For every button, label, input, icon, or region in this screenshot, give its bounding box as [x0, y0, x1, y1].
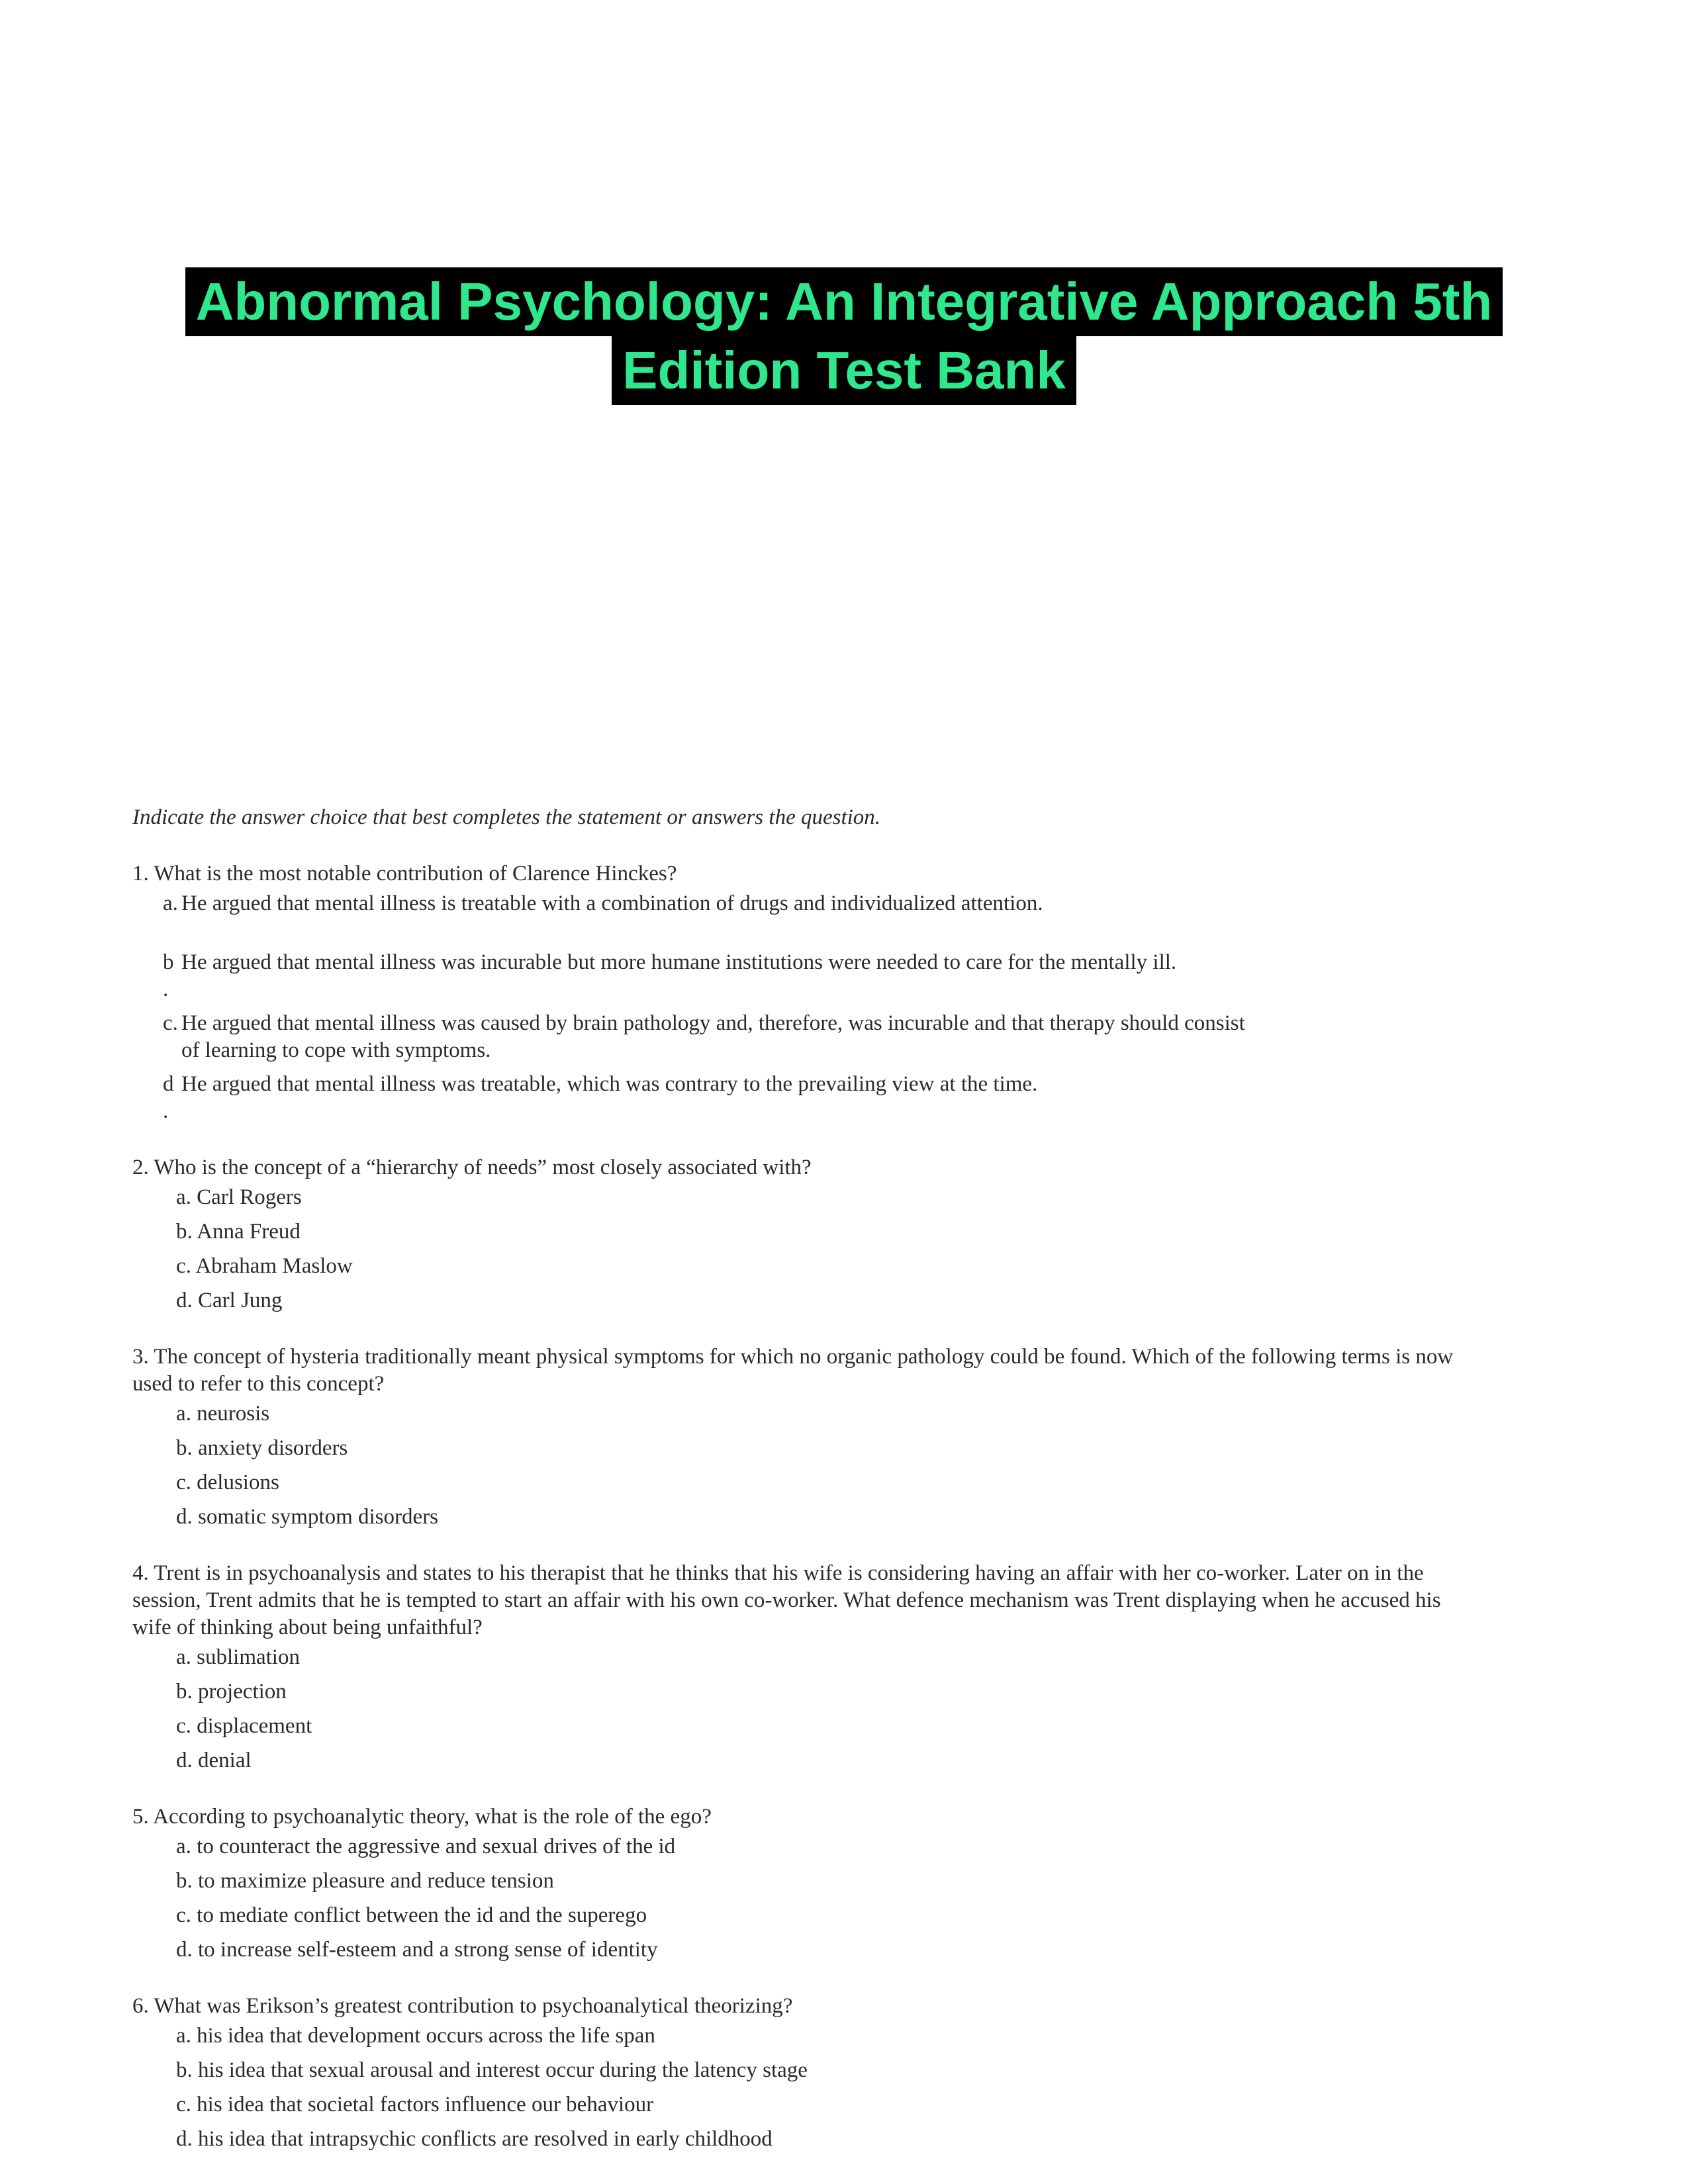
answer-option: [163, 1010, 1456, 1064]
answer-option: c. to mediate conflict between the id and the superego: [176, 1903, 647, 1927]
answer-option: c. his idea that societal factors influence our behaviour: [176, 2093, 654, 2116]
answer-option: d. somatic symptom disorders: [176, 1505, 438, 1529]
question-stem: 3. The concept of hysteria traditionally meant physical symptoms for which no organic pathology could be found. Which of the following terms is now used to refer to this concept?: [132, 1345, 1454, 1396]
answer-option: b. Anna Freud: [176, 1220, 301, 1244]
answer-options: [176, 1184, 1456, 1314]
title-line-1: Abnormal Psychology: An Integrative Approach 5th: [185, 267, 1503, 336]
option-text: He argued that mental illness was treatable, which was contrary to the prevailing view at the time.: [181, 1072, 1038, 1096]
option-letter: b .: [163, 950, 174, 1001]
answer-option: d. denial: [176, 1749, 252, 1772]
question-4: [132, 1560, 1456, 1774]
answer-option: [163, 949, 1456, 1003]
question-5: [132, 1803, 1456, 1964]
answer-option: b. to maximize pleasure and reduce tension: [176, 1869, 554, 1893]
test-content: [132, 804, 1456, 2182]
title-line-2: Edition Test Bank: [612, 336, 1076, 405]
option-text: He argued that mental illness was incurable but more humane institutions were needed to care for the mentally ill.: [181, 950, 1177, 974]
question-6: [132, 1993, 1456, 2153]
question-stem: 1. What is the most notable contribution of Clarence Hinckes?: [132, 862, 677, 886]
instructions: Indicate the answer choice that best completes the statement or answers the question.: [132, 805, 881, 829]
answer-options: [163, 890, 1456, 1125]
question-1: [132, 860, 1456, 1125]
document-title: [0, 267, 1688, 405]
option-letter: a.: [163, 891, 178, 915]
answer-options: [176, 1400, 1456, 1531]
answer-options: [176, 2023, 1456, 2153]
question-stem: 6. What was Erikson’s greatest contribution to psychoanalytical theorizing?: [132, 1994, 793, 2018]
question-stem: 4. Trent is in psychoanalysis and states to his therapist that he thinks that his wife is considering having an affair with her co-worker. Later on in the session, Trent admits that he is tempted to start an affair with his own co-worker. What defence mechanism was Trent displaying when he accused his wife of thinking about being unfaithful?: [132, 1561, 1441, 1639]
answer-option: a. sublimation: [176, 1645, 300, 1669]
answer-option: a. Carl Rogers: [176, 1185, 302, 1209]
answer-option: a. to counteract the aggressive and sexual drives of the id: [176, 1835, 676, 1858]
answer-option: b. his idea that sexual arousal and interest occur during the latency stage: [176, 2058, 808, 2082]
answer-option: [163, 1071, 1456, 1125]
question-2: [132, 1154, 1456, 1314]
question-stem: 5. According to psychoanalytic theory, what is the role of the ego?: [132, 1805, 712, 1829]
answer-option: b. anxiety disorders: [176, 1436, 348, 1460]
answer-option: c. delusions: [176, 1471, 279, 1494]
option-text: He argued that mental illness was caused by brain pathology and, therefore, was incurable and that therapy should consist of learning to cope with symptoms.: [181, 1011, 1245, 1062]
option-text: He argued that mental illness is treatable with a combination of drugs and individualized attention.: [181, 891, 1043, 915]
question-stem: 2. Who is the concept of a “hierarchy of needs” most closely associated with?: [132, 1156, 812, 1179]
answer-option: a. his idea that development occurs across the life span: [176, 2024, 655, 2048]
answer-option: b. projection: [176, 1680, 287, 1704]
option-letter: c.: [163, 1011, 178, 1035]
answer-options: [176, 1833, 1456, 1964]
question-3: [132, 1343, 1456, 1531]
answer-option: d. Carl Jung: [176, 1289, 283, 1312]
option-letter: d .: [163, 1072, 174, 1123]
answer-option: c. displacement: [176, 1714, 312, 1738]
answer-option: d. to increase self-esteem and a strong sense of identity: [176, 1938, 658, 1962]
answer-option: c. Abraham Maslow: [176, 1254, 353, 1278]
answer-option: d. his idea that intrapsychic conflicts are resolved in early childhood: [176, 2127, 773, 2151]
answer-option: a. neurosis: [176, 1402, 270, 1426]
answer-options: [176, 1644, 1456, 1774]
answer-option: [163, 890, 1456, 917]
